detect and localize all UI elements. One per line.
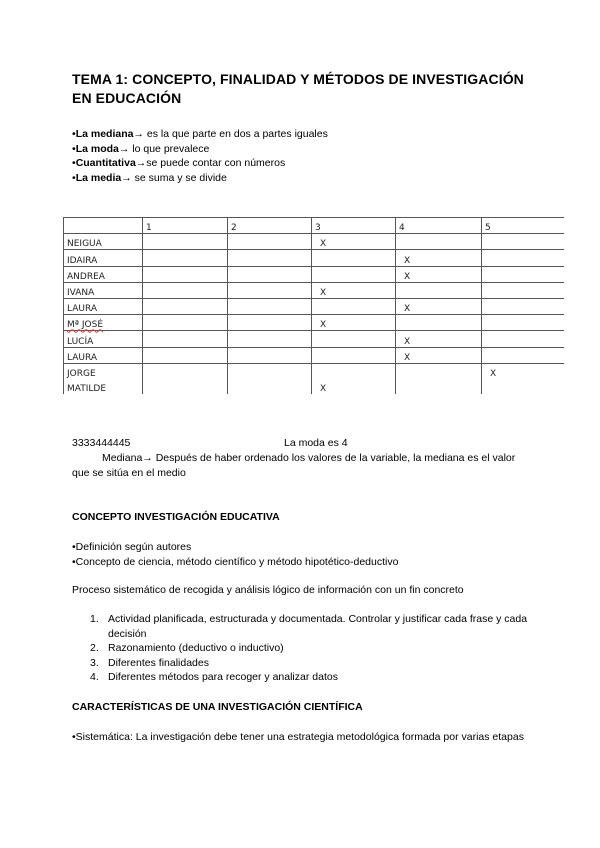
list-item: •Concepto de ciencia, método científico y método hipotético-deductivo bbox=[72, 555, 399, 568]
table-cell bbox=[482, 250, 565, 266]
table-cell: X bbox=[312, 282, 396, 298]
definition: → es la que parte en dos a partes iguales bbox=[133, 128, 328, 140]
process-text: Proceso sistemático de recogida y análisis lógico de información con un fin concreto bbox=[72, 584, 464, 596]
table-cell bbox=[228, 347, 312, 363]
list-text: Diferentes métodos para recoger y analizar datos bbox=[108, 671, 338, 684]
definition: →se puede contar con números bbox=[135, 157, 286, 170]
table-cell bbox=[482, 234, 565, 250]
list-text: Actividad planificada, estructurada y documentada. Controlar y justificar cada frase y cada decisión bbox=[108, 613, 528, 640]
bullet: • bbox=[72, 142, 76, 155]
row-name: LAURA bbox=[64, 347, 143, 363]
term: La mediana bbox=[75, 128, 134, 140]
table-cell bbox=[228, 266, 312, 282]
table-header-row bbox=[64, 218, 565, 234]
table-header-cell: 4 bbox=[396, 218, 482, 234]
list-item bbox=[90, 656, 530, 671]
table-row bbox=[64, 363, 565, 379]
row-name: JORGE bbox=[64, 363, 143, 379]
table-cell: X bbox=[396, 298, 482, 314]
table-row bbox=[64, 315, 565, 331]
table-cell: X bbox=[396, 250, 482, 266]
table-header-cell: 5 bbox=[482, 218, 565, 234]
table-cell bbox=[482, 331, 565, 347]
table-cell bbox=[143, 331, 228, 347]
table-cell bbox=[312, 363, 396, 379]
table-cell bbox=[482, 379, 565, 394]
table-header-cell: 2 bbox=[228, 218, 312, 234]
table-cell bbox=[482, 266, 565, 282]
list-item bbox=[72, 142, 328, 157]
definition: → se suma y se divide bbox=[121, 171, 227, 184]
table-cell bbox=[396, 379, 482, 394]
table-cell: X bbox=[312, 379, 396, 394]
bullet-list bbox=[72, 540, 532, 569]
table-cell bbox=[228, 315, 312, 331]
table-cell bbox=[396, 282, 482, 298]
table-cell bbox=[228, 331, 312, 347]
list-item bbox=[90, 641, 530, 656]
table-cell bbox=[143, 379, 228, 394]
table-cell bbox=[312, 250, 396, 266]
table-cell bbox=[143, 363, 228, 379]
table-cell: X bbox=[396, 347, 482, 363]
table-cell: X bbox=[312, 234, 396, 250]
mediana-paragraph: Mediana→ Después de haber ordenado los valores de la variable, la mediana es el valor que se sitúa en el medio bbox=[72, 452, 516, 479]
table-row bbox=[64, 331, 565, 347]
row-name: LUCÍA bbox=[64, 331, 143, 347]
row-name: ANDREA bbox=[64, 266, 143, 282]
table-cell bbox=[312, 331, 396, 347]
table-cell bbox=[228, 379, 312, 394]
table-cell bbox=[482, 298, 565, 314]
bullet: • bbox=[72, 171, 76, 184]
table-cell bbox=[143, 234, 228, 250]
table-cell bbox=[482, 315, 565, 331]
row-name: MATILDE bbox=[64, 379, 143, 394]
row-name: Mª JOSÉ bbox=[64, 315, 143, 331]
table-cell bbox=[228, 250, 312, 266]
page-title: TEMA 1: CONCEPTO, FINALIDAD Y MÉTODOS DE INVESTIGACIÓN EN EDUCACIÓN bbox=[72, 71, 524, 106]
table-cell bbox=[143, 266, 228, 282]
term: La moda bbox=[75, 142, 119, 155]
list-item bbox=[72, 156, 328, 171]
table-row bbox=[64, 266, 565, 282]
table-cell bbox=[143, 298, 228, 314]
list-item bbox=[90, 670, 530, 685]
table-cell: X bbox=[312, 315, 396, 331]
definition: → lo que prevalece bbox=[118, 142, 210, 155]
table-cell bbox=[228, 363, 312, 379]
row-name: IVANA bbox=[64, 282, 143, 298]
table-cell bbox=[396, 315, 482, 331]
row-name: NEIGUA bbox=[64, 234, 143, 250]
definitions-list bbox=[72, 127, 328, 185]
list-number: 4. bbox=[90, 671, 99, 684]
table-header-cell bbox=[64, 218, 143, 234]
moda-result: La moda es 4 bbox=[284, 437, 348, 449]
list-item bbox=[72, 171, 328, 186]
list-item: •Definición según autores bbox=[72, 541, 192, 553]
bullet: • bbox=[72, 128, 76, 140]
table-cell: X bbox=[396, 266, 482, 282]
list-item bbox=[90, 612, 530, 641]
bullet: • bbox=[72, 157, 76, 170]
numbered-list bbox=[90, 612, 530, 685]
list-text: Diferentes finalidades bbox=[108, 656, 209, 669]
section-heading: CARACTERÍSTICAS DE UNA INVESTIGACIÓN CIENTÍFICA bbox=[72, 701, 363, 713]
table-cell: X bbox=[396, 331, 482, 347]
table-cell bbox=[143, 250, 228, 266]
row-name: IDAIRA bbox=[64, 250, 143, 266]
term: Cuantitativa bbox=[75, 157, 136, 170]
table-cell bbox=[143, 282, 228, 298]
list-text: Razonamiento (deductivo o inductivo) bbox=[108, 642, 284, 655]
table-cell bbox=[312, 298, 396, 314]
table-cell: X bbox=[482, 363, 565, 379]
term: La media bbox=[75, 171, 122, 184]
table-row bbox=[64, 298, 565, 314]
table-cell bbox=[482, 347, 565, 363]
table-cell bbox=[312, 266, 396, 282]
table-row bbox=[64, 282, 565, 298]
table-cell bbox=[228, 234, 312, 250]
table-row bbox=[64, 379, 565, 394]
table-header-cell: 3 bbox=[312, 218, 396, 234]
table-header-cell: 1 bbox=[143, 218, 228, 234]
value-sequence: 3333444445 bbox=[72, 437, 131, 449]
table-cell bbox=[482, 282, 565, 298]
list-number: 2. bbox=[90, 642, 99, 655]
list-number: 3. bbox=[90, 656, 99, 669]
table-cell bbox=[312, 347, 396, 363]
characteristic-text: •Sistemática: La investigación debe tener una estrategia metodológica formada por varias etapas bbox=[72, 731, 524, 743]
table-cell bbox=[143, 347, 228, 363]
table-cell bbox=[396, 363, 482, 379]
list-number: 1. bbox=[90, 613, 99, 625]
table-cell bbox=[143, 315, 228, 331]
table-row bbox=[64, 234, 565, 250]
frequency-table bbox=[63, 217, 564, 394]
row-name: LAURA bbox=[64, 298, 143, 314]
table-row bbox=[64, 347, 565, 363]
section-heading: CONCEPTO INVESTIGACIÓN EDUCATIVA bbox=[72, 511, 280, 523]
table-cell bbox=[396, 234, 482, 250]
list-item bbox=[72, 127, 328, 142]
table-row bbox=[64, 250, 565, 266]
table-cell bbox=[228, 282, 312, 298]
table-cell bbox=[228, 298, 312, 314]
